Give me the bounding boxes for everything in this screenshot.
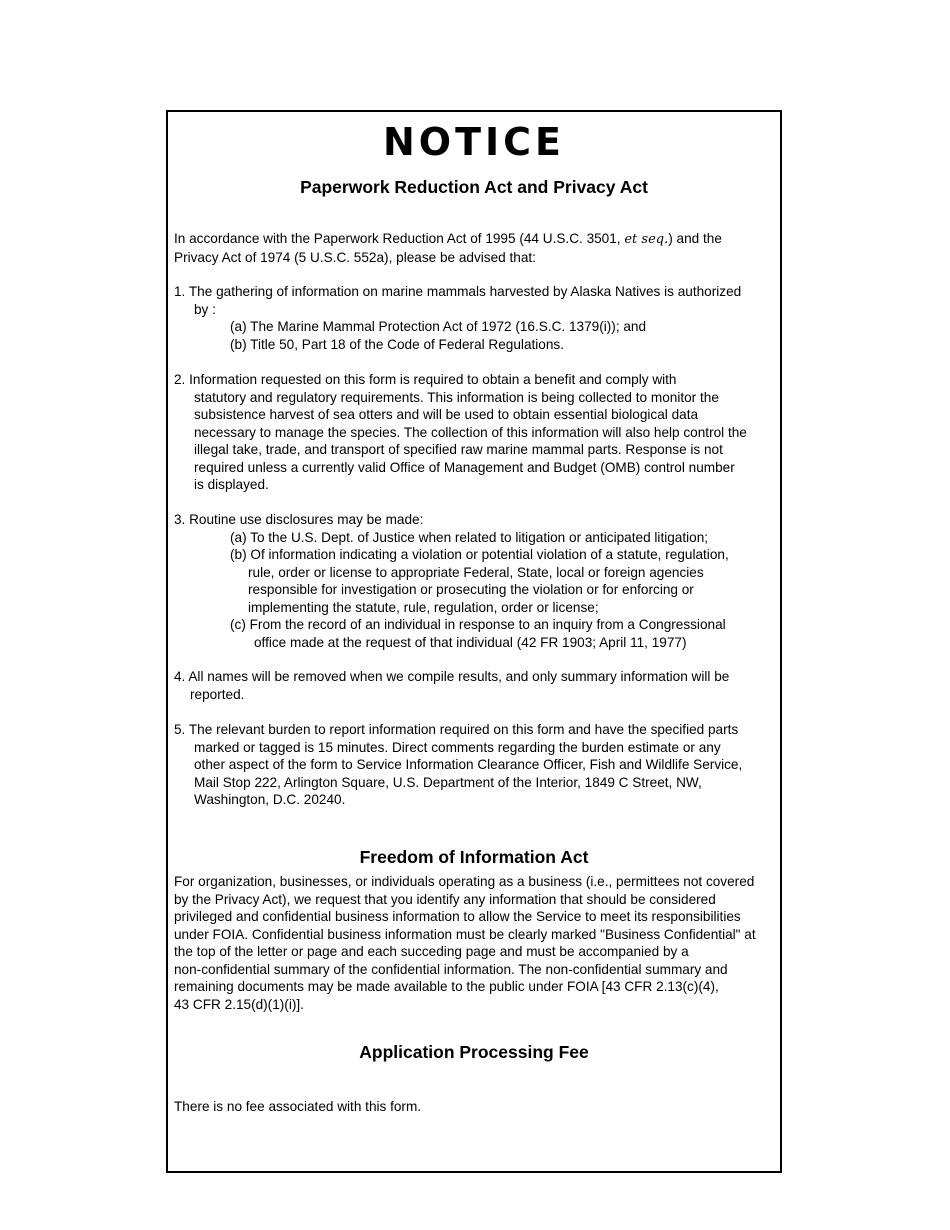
item-5 [174, 721, 742, 809]
foia-heading: Freedom of Information Act [359, 847, 589, 867]
item-3-subitem-c: (c) From the record of an individual in response to an inquiry from a Congressional [230, 617, 726, 632]
item-1-subitem-a: (a) The Marine Mammal Protection Act of 1972 (16.S.C. 1379(i)); and [230, 319, 647, 334]
item-2-line: statutory and regulatory requirements. This information is being collected to monitor the [194, 389, 719, 405]
foia-line: privileged and confidential business information to allow the Service to meet its responsibilities [174, 909, 741, 924]
item-3-subitem-b-cont: rule, order or license to appropriate Federal, State, local or foreign agencies [248, 564, 704, 580]
foia-paragraph [174, 873, 756, 1013]
item-5-line: Mail Stop 222, Arlington Square, U.S. Department of the Interior, 1849 C Street, NW, [194, 774, 702, 790]
item-5-line: 5. The relevant burden to report information required on this form and have the specified parts [174, 722, 739, 737]
et-seq-italic: et seq. [624, 232, 669, 247]
foia-line: the top of the letter or page and each succeding page and must be accompanied by a [174, 944, 689, 959]
notice-subtitle: Paperwork Reduction Act and Privacy Act [300, 177, 648, 197]
foia-line: by the Privacy Act), we request that you identify any information that should be considered [174, 891, 716, 907]
fee-heading: Application Processing Fee [359, 1042, 589, 1062]
item-4-line: reported. [190, 686, 245, 702]
item-2-line: illegal take, trade, and transport of specified raw marine mammal parts. Response is not [194, 442, 723, 457]
foia-line: under FOIA. Confidential business information must be clearly marked "Business Confidential" at [174, 926, 756, 942]
item-2-line: 2. Information requested on this form is required to obtain a benefit and comply with [174, 372, 677, 387]
foia-line: 43 CFR 2.15(d)(1)(i)]. [174, 996, 304, 1012]
item-2-line: necessary to manage the species. The collection of this information will also help control the [194, 424, 747, 440]
item-2 [174, 371, 747, 494]
item-5-line: Washington, D.C. 20240. [194, 792, 346, 807]
notice-box [166, 110, 782, 1173]
notice-title: NOTICE [382, 120, 565, 164]
item-3-line: 3. Routine use disclosures may be made: [174, 512, 424, 527]
item-1-line: by : [194, 301, 216, 317]
item-3-subitem-c-cont: office made at the request of that individual (42 FR 1903; April 11, 1977) [254, 634, 687, 650]
item-3-subitem-b-cont: implementing the statute, rule, regulation, order or license; [248, 599, 599, 615]
item-3-subitem-b-cont: responsible for investigation or prosecuting the violation or for enforcing or [248, 582, 694, 597]
item-2-line: required unless a currently valid Office of Management and Budget (OMB) control number [194, 459, 735, 475]
item-3-subitem-b: (b) Of information indicating a violation or potential violation of a statute, regulation, [230, 547, 729, 562]
fee-text: There is no fee associated with this form. [174, 1099, 422, 1114]
item-3-subitem-a: (a) To the U.S. Dept. of Justice when related to litigation or anticipated litigation; [230, 529, 709, 545]
item-4 [174, 668, 729, 703]
foia-line: For organization, businesses, or individuals operating as a business (i.e., permittees not covered [174, 874, 755, 889]
intro-line-1: In accordance with the Paperwork Reduction Act of 1995 (44 U.S.C. 3501, et seq.) and the [174, 231, 722, 247]
intro-line-2: Privacy Act of 1974 (5 U.S.C. 552a), please be advised that: [174, 249, 536, 265]
intro-paragraph [174, 230, 722, 266]
item-5-line: marked or tagged is 15 minutes. Direct comments regarding the burden estimate or any [194, 739, 721, 755]
item-1 [174, 283, 741, 353]
item-4-line: 4. All names will be removed when we compile results, and only summary information will be [174, 669, 730, 684]
foia-line: remaining documents may be made available to the public under FOIA [43 CFR 2.13(c)(4), [174, 979, 719, 994]
item-2-line: is displayed. [194, 477, 269, 492]
item-1-subitem-b: (b) Title 50, Part 18 of the Code of Federal Regulations. [230, 336, 564, 352]
item-2-line: subsistence harvest of sea otters and will be used to obtain essential biological data [194, 407, 699, 422]
item-3 [174, 511, 729, 651]
item-5-line: other aspect of the form to Service Information Clearance Officer, Fish and Wildlife Service, [194, 757, 743, 772]
foia-line: non-confidential summary of the confidential information. The non-confidential summary and [174, 961, 728, 977]
item-1-line: 1. The gathering of information on marine mammals harvested by Alaska Natives is authorized [174, 284, 742, 299]
